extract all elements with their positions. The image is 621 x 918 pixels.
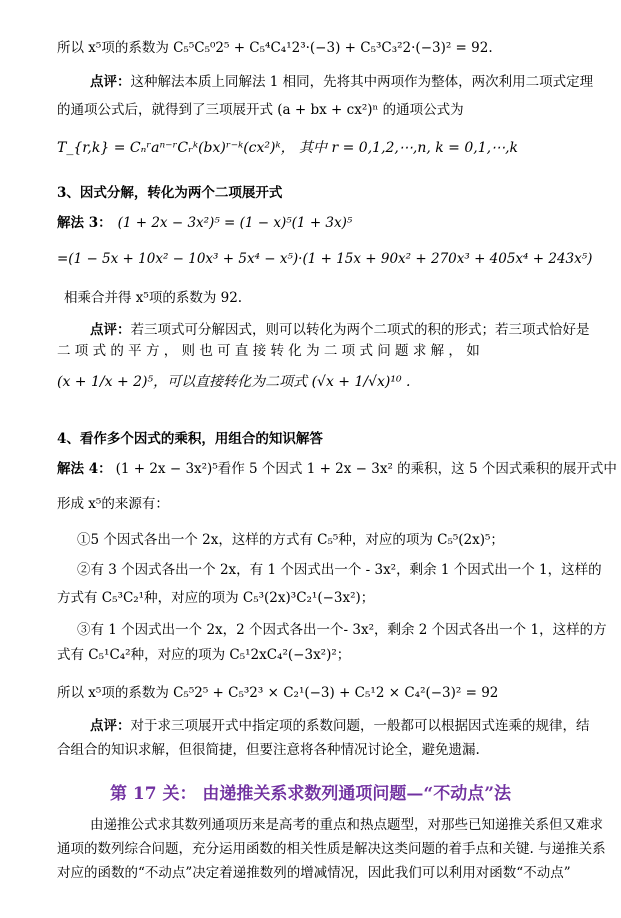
comment-paragraph-2: 点评：若三项式可分解因式，则可以转化为两个二项式的积的形式；若三项式恰好是 (90, 322, 590, 338)
solution-4-line: 解法 4： (1 + 2x − 3x²)⁵看作 5 个因式 1 + 2x − 3x² 的乘积，这 5 个因式乘积的展开式中 (57, 461, 617, 477)
comment-paragraph-3: 点评：对于求三项展开式中指定项的系数问题，一般都可以根据因式连乘的规律，结 (90, 718, 590, 734)
comment-paragraph-2-cont: 二 项 式 的 平 方 ， 则 也 可 直 接 转 化 为 二 项 式 问 题 求 解 ， 如 (57, 343, 480, 359)
section-heading-3: 3、因式分解，转化为两个二项展开式 (57, 185, 283, 201)
comment-paragraph-3-cont: 合组合的知识求解，但很简捷，但要注意将各种情况讨论全，避免遗漏. (57, 742, 480, 758)
solution-4-result: 所以 x⁵项的系数为 C₅⁵2⁵ + C₅³2³ × C₂¹(−3) + C₅¹2 × C₄²(−3)² = 92 (57, 685, 499, 701)
case-2: ②有 3 个因式各出一个 2x，有 1 个因式出一个 - 3x²，剩余 1 个因式出一个 1，这样的 (77, 562, 602, 578)
case-3-cont: 式有 C₅¹C₄²种，对应的项为 C₅¹2xC₄²(−3x²)²； (57, 647, 351, 663)
section-title-17: 第 17 关： 由递推关系求数列通项问题—“不动点”法 (110, 784, 511, 804)
case-3: ③有 1 个因式出一个 2x，2 个因式各出一个- 3x²，剩余 2 个因式各出一个 1，这样的方 (77, 622, 607, 638)
comment-paragraph-2-example: (x + 1/x + 2)⁵，可以直接转化为二项式 (√x + 1/√x)¹⁰ . (57, 374, 411, 390)
solution-4-line-cont: 形成 x⁵的来源有： (57, 496, 169, 512)
solution-3-result: 相乘合并得 x⁵项的系数为 92. (64, 290, 243, 306)
solution-3-expansion: =(1 − 5x + 10x² − 10x³ + 5x⁴ − x⁵)·(1 + 15x + 90x² + 270x³ + 405x⁴ + 243x⁵) (57, 251, 593, 267)
coefficient-result-line-1: 所以 x⁵项的系数为 C₅⁵C₅⁰2⁵ + C₅⁴C₄¹2³·(−3) + C₅³C₃²2·(−3)² = 92. (57, 40, 493, 56)
intro-paragraph-line-2: 通项的数列综合问题，充分运用函数的相关性质是解决这类问题的着手点和关键. 与递推关系 (57, 841, 606, 857)
case-2-cont: 方式有 C₅³C₂¹种，对应的项为 C₅³(2x)³C₂¹(−3x²)； (57, 590, 375, 606)
case-1: ①5 个因式各出一个 2x，这样的方式有 C₅⁵种，对应的项为 C₅⁵(2x)⁵； (77, 532, 504, 548)
intro-paragraph-line-1: 由递推公式求其数列通项历来是高考的重点和热点题型，对那些已知递推关系但又难求 (90, 817, 603, 833)
solution-3-line: 解法 3： (1 + 2x − 3x²)⁵ = (1 − x)⁵(1 + 3x)⁵ (57, 215, 353, 231)
section-heading-4: 4、看作多个因式的乘积，用组合的知识解答 (57, 431, 323, 447)
comment-paragraph-1: 点评：这种解法本质上同解法 1 相同，先将其中两项作为整体，两次利用二项式定理 (90, 74, 594, 90)
general-term-formula: T_{r,k} = Cₙʳaⁿ⁻ʳCᵣᵏ(bx)ʳ⁻ᵏ(cx²)ᵏ， 其中 r = 0,1,2,⋯,n, k = 0,1,⋯,k (57, 140, 519, 156)
intro-paragraph-line-3: 对应的函数的“不动点”决定着递推数列的增减情况，因此我们可以利用对函数“不动点” (57, 865, 571, 881)
comment-paragraph-1-cont: 的通项公式后，就得到了三项展开式 (a + bx + cx²)ⁿ 的通项公式为 (57, 102, 464, 118)
